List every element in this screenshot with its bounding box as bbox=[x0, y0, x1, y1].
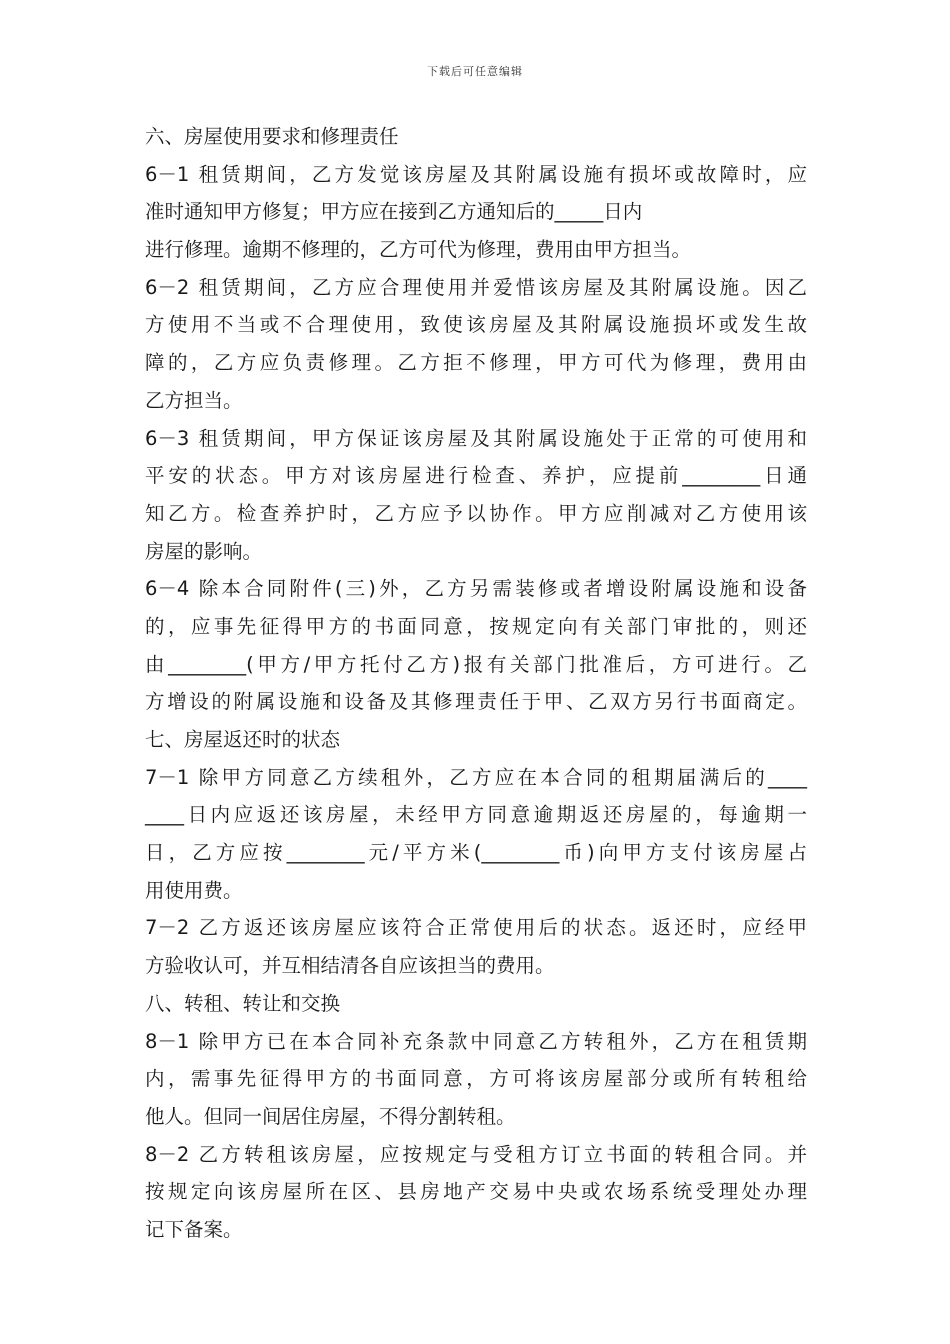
text-line: 6－3 租赁期间，甲方保证该房屋及其附属设施处于正常的可使用和 bbox=[145, 426, 807, 450]
text-line: 7－2 乙方返还该房屋应该符合正常使用后的状态。返还时，应经甲 bbox=[145, 916, 807, 940]
text-line: 知乙方。检查养护时，乙方应予以协作。甲方应削减对乙方使用该 bbox=[145, 501, 807, 525]
document-body bbox=[145, 118, 807, 1249]
text-line: 内，需事先征得甲方的书面同意，方可将该房屋部分或所有转租给 bbox=[145, 1067, 807, 1091]
page-header: 下载后可任意编辑 bbox=[427, 65, 523, 78]
text-line: 障的，乙方应负责修理。乙方拒不修理，甲方可代为修理，费用由 bbox=[145, 351, 807, 375]
text-line: 日，乙方应按________元/平方米(________币)向甲方支付该房屋占 bbox=[145, 841, 807, 865]
text-line: 由________(甲方/甲方托付乙方)报有关部门批准后，方可进行。乙 bbox=[145, 652, 807, 676]
text-line: 的，应事先征得甲方的书面同意，按规定向有关部门审批的，则还 bbox=[145, 614, 807, 638]
text-line: 用使用费。 bbox=[145, 878, 243, 902]
text-line: 按规定向该房屋所在区、县房地产交易中央或农场系统受理处办理 bbox=[145, 1180, 807, 1204]
text-line: 6－2 租赁期间，乙方应合理使用并爱惜该房屋及其附属设施。因乙 bbox=[145, 275, 807, 299]
text-line: 记下备案。 bbox=[145, 1217, 243, 1241]
text-line: 乙方担当。 bbox=[145, 388, 243, 412]
text-line: 方使用不当或不合理使用，致使该房屋及其附属设施损坏或发生故 bbox=[145, 313, 807, 337]
text-line: 方验收认可，并互相结清各自应该担当的费用。 bbox=[145, 954, 555, 978]
text-line: 6－1 租赁期间，乙方发觉该房屋及其附属设施有损坏或故障时，应 bbox=[145, 162, 807, 186]
text-line: 8－2 乙方转租该房屋，应按规定与受租方订立书面的转租合同。并 bbox=[145, 1142, 807, 1166]
text-line: 七、房屋返还时的状态 bbox=[145, 728, 341, 751]
text-line: 六、房屋使用要求和修理责任 bbox=[145, 125, 399, 148]
text-line: 方增设的附属设施和设备及其修理责任于甲、乙双方另行书面商定。 bbox=[145, 690, 807, 714]
text-line: 7－1 除甲方同意乙方续租外，乙方应在本合同的租期届满后的____ bbox=[145, 765, 807, 789]
text-line: 6－4 除本合同附件(三)外，乙方另需装修或者增设附属设施和设备 bbox=[145, 577, 807, 601]
text-line: 房屋的影响。 bbox=[145, 539, 263, 563]
text-line: ____日内应返还该房屋，未经甲方同意逾期返还房屋的，每逾期一 bbox=[145, 803, 807, 827]
text-line: 进行修理。逾期不修理的，乙方可代为修理，费用由甲方担当。 bbox=[145, 238, 692, 262]
text-line: 8－1 除甲方已在本合同补充条款中同意乙方转租外，乙方在租赁期 bbox=[145, 1029, 807, 1053]
text-line: 准时通知甲方修复；甲方应在接到乙方通知后的_____日内 bbox=[145, 200, 643, 224]
text-line: 他人。但同一间居住房屋，不得分割转租。 bbox=[145, 1104, 516, 1128]
text-line: 八、转租、转让和交换 bbox=[145, 991, 341, 1015]
text-line: 平安的状态。甲方对该房屋进行检查、养护，应提前________日通 bbox=[145, 464, 807, 488]
